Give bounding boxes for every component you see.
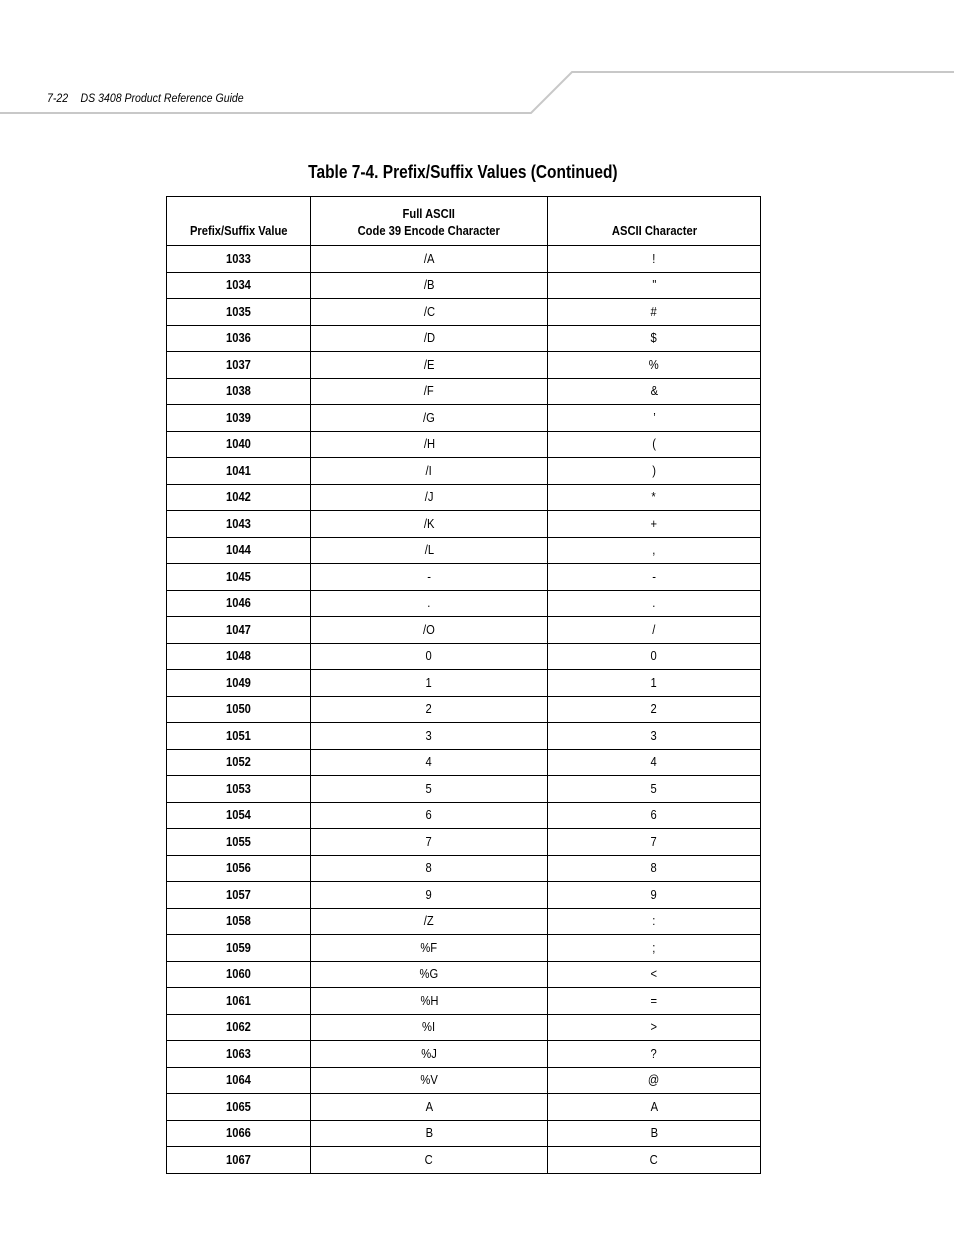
value-cell: 1047: [167, 617, 311, 644]
ascii-cell: #: [548, 299, 761, 326]
table-row: [167, 272, 761, 299]
code39-cell: .: [311, 590, 548, 617]
value-cell: 1044: [167, 537, 311, 564]
code39-cell: C: [311, 1147, 548, 1174]
value-cell: 1036: [167, 325, 311, 352]
ascii-cell: ’: [548, 405, 761, 432]
value-cell: 1054: [167, 802, 311, 829]
table-row: [167, 749, 761, 776]
code39-cell: /C: [311, 299, 548, 326]
ascii-cell: &: [548, 378, 761, 405]
table-row: [167, 299, 761, 326]
code39-cell: 0: [311, 643, 548, 670]
table-row: [167, 378, 761, 405]
value-cell: 1041: [167, 458, 311, 485]
value-cell: 1043: [167, 511, 311, 538]
value-cell: 1057: [167, 882, 311, 909]
code39-cell: 1: [311, 670, 548, 697]
table-title: Table 7-4. Prefix/Suffix Values (Continued): [308, 162, 618, 182]
value-cell: 1052: [167, 749, 311, 776]
ascii-cell: 8: [548, 855, 761, 882]
ascii-cell: .: [548, 590, 761, 617]
table-row: [167, 246, 761, 273]
code39-cell: -: [311, 564, 548, 591]
ascii-cell: =: [548, 988, 761, 1015]
code39-cell: /E: [311, 352, 548, 379]
value-cell: 1050: [167, 696, 311, 723]
running-header: [47, 91, 244, 105]
value-cell: 1051: [167, 723, 311, 750]
table-row: [167, 484, 761, 511]
code39-cell: /F: [311, 378, 548, 405]
table-row: [167, 1120, 761, 1147]
code39-cell: /O: [311, 617, 548, 644]
value-cell: 1035: [167, 299, 311, 326]
prefix-suffix-table: [166, 196, 761, 1174]
code39-cell: /L: [311, 537, 548, 564]
value-cell: 1037: [167, 352, 311, 379]
value-cell: 1038: [167, 378, 311, 405]
ascii-cell: 4: [548, 749, 761, 776]
column-header-value: Prefix/Suffix Value: [167, 197, 311, 246]
value-cell: 1067: [167, 1147, 311, 1174]
ascii-cell: ": [548, 272, 761, 299]
ascii-cell: $: [548, 325, 761, 352]
value-cell: 1056: [167, 855, 311, 882]
value-cell: 1042: [167, 484, 311, 511]
table-row: [167, 802, 761, 829]
ascii-cell: 2: [548, 696, 761, 723]
table-row: [167, 670, 761, 697]
value-cell: 1064: [167, 1067, 311, 1094]
value-cell: 1058: [167, 908, 311, 935]
ascii-cell: *: [548, 484, 761, 511]
code39-cell: 5: [311, 776, 548, 803]
table-row: [167, 1014, 761, 1041]
table-row: [167, 617, 761, 644]
ascii-cell: 1: [548, 670, 761, 697]
table-row: [167, 431, 761, 458]
table-row: [167, 352, 761, 379]
value-cell: 1034: [167, 272, 311, 299]
code39-cell: 4: [311, 749, 548, 776]
value-cell: 1039: [167, 405, 311, 432]
ascii-cell: %: [548, 352, 761, 379]
value-cell: 1059: [167, 935, 311, 962]
value-cell: 1061: [167, 988, 311, 1015]
table-row: [167, 511, 761, 538]
table-row: [167, 855, 761, 882]
ascii-cell: :: [548, 908, 761, 935]
table-row: [167, 1067, 761, 1094]
value-cell: 1063: [167, 1041, 311, 1068]
header-rule: [0, 0, 954, 130]
table-row: [167, 908, 761, 935]
code39-cell: /B: [311, 272, 548, 299]
ascii-cell: /: [548, 617, 761, 644]
code39-cell: %F: [311, 935, 548, 962]
ascii-cell: B: [548, 1120, 761, 1147]
code39-cell: 9: [311, 882, 548, 909]
table-row: [167, 988, 761, 1015]
value-cell: 1049: [167, 670, 311, 697]
value-cell: 1053: [167, 776, 311, 803]
code39-cell: %G: [311, 961, 548, 988]
ascii-cell: ;: [548, 935, 761, 962]
guide-title: DS 3408 Product Reference Guide: [80, 91, 244, 105]
code39-cell: 8: [311, 855, 548, 882]
table-row: [167, 590, 761, 617]
ascii-cell: 9: [548, 882, 761, 909]
value-cell: 1055: [167, 829, 311, 856]
code39-cell: %J: [311, 1041, 548, 1068]
value-cell: 1062: [167, 1014, 311, 1041]
code39-cell: 2: [311, 696, 548, 723]
ascii-cell: 5: [548, 776, 761, 803]
page-number: 7-22: [47, 91, 69, 105]
code39-cell: %V: [311, 1067, 548, 1094]
value-cell: 1045: [167, 564, 311, 591]
ascii-cell: ,: [548, 537, 761, 564]
code39-cell: /K: [311, 511, 548, 538]
table-row: [167, 1094, 761, 1121]
code39-cell: 3: [311, 723, 548, 750]
table-row: [167, 776, 761, 803]
ascii-cell: -: [548, 564, 761, 591]
table-row: [167, 829, 761, 856]
table-row: [167, 882, 761, 909]
column-header-ascii: ASCII Character: [548, 197, 761, 246]
ascii-cell: A: [548, 1094, 761, 1121]
table-row: [167, 723, 761, 750]
code39-cell: %H: [311, 988, 548, 1015]
table-row: [167, 935, 761, 962]
value-cell: 1040: [167, 431, 311, 458]
code39-cell: %I: [311, 1014, 548, 1041]
ascii-cell: 0: [548, 643, 761, 670]
code39-cell: 6: [311, 802, 548, 829]
column-header-code39: Full ASCII Code 39 Encode Character: [311, 197, 548, 246]
code39-cell: /A: [311, 246, 548, 273]
ascii-cell: (: [548, 431, 761, 458]
code39-cell: /H: [311, 431, 548, 458]
ascii-cell: +: [548, 511, 761, 538]
ascii-cell: !: [548, 246, 761, 273]
table-row: [167, 325, 761, 352]
ascii-cell: >: [548, 1014, 761, 1041]
table-header-row: [167, 197, 761, 246]
code39-cell: A: [311, 1094, 548, 1121]
ascii-cell: @: [548, 1067, 761, 1094]
value-cell: 1046: [167, 590, 311, 617]
table-row: [167, 961, 761, 988]
code39-cell: B: [311, 1120, 548, 1147]
code39-cell: /G: [311, 405, 548, 432]
ascii-cell: ): [548, 458, 761, 485]
value-cell: 1065: [167, 1094, 311, 1121]
code39-cell: /I: [311, 458, 548, 485]
value-cell: 1060: [167, 961, 311, 988]
ascii-cell: ?: [548, 1041, 761, 1068]
code39-cell: /Z: [311, 908, 548, 935]
table-row: [167, 458, 761, 485]
table-row: [167, 696, 761, 723]
table-row: [167, 643, 761, 670]
ascii-cell: C: [548, 1147, 761, 1174]
ascii-cell: 6: [548, 802, 761, 829]
table-row: [167, 564, 761, 591]
ascii-cell: 3: [548, 723, 761, 750]
table-row: [167, 405, 761, 432]
table-row: [167, 1147, 761, 1174]
value-cell: 1066: [167, 1120, 311, 1147]
ascii-cell: <: [548, 961, 761, 988]
code39-cell: 7: [311, 829, 548, 856]
code39-cell: /D: [311, 325, 548, 352]
code39-cell: /J: [311, 484, 548, 511]
ascii-cell: 7: [548, 829, 761, 856]
value-cell: 1033: [167, 246, 311, 273]
table-row: [167, 1041, 761, 1068]
value-cell: 1048: [167, 643, 311, 670]
table-row: [167, 537, 761, 564]
